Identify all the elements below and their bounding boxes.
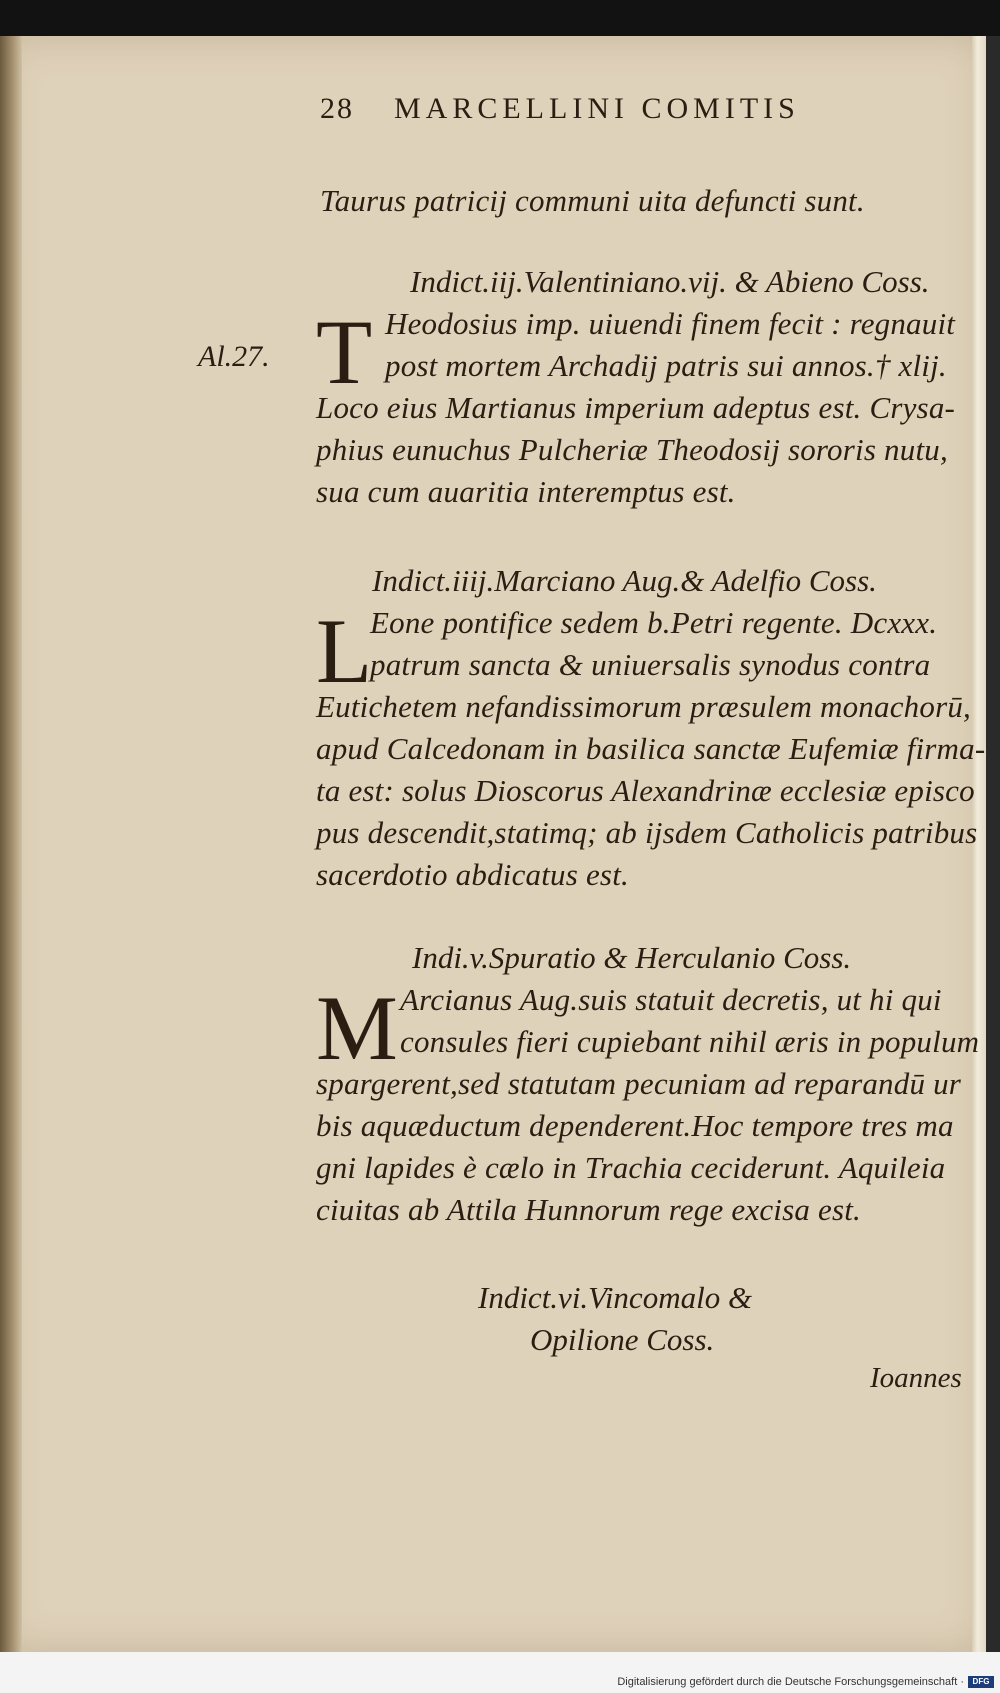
text-line: sua cum auaritia interemptus est.: [316, 474, 736, 509]
margin-note: Al.27.: [198, 340, 270, 373]
drop-cap: M: [316, 977, 398, 1079]
text-line: ciuitas ab Attila Hunnorum rege excisa est.: [316, 1192, 861, 1227]
text-line: ta est: solus Dioscorus Alexandrinæ ecclesiæ episco: [316, 773, 975, 808]
text-line: phius eunuchus Pulcheriæ Theodosij sororis nutu,: [316, 432, 948, 467]
section-heading: Indict.vi.Vincomalo &: [478, 1280, 753, 1315]
section-heading: Indi.v.Spuratio & Herculanio Coss.: [412, 940, 852, 975]
text-line: bis aquæductum dependerent.Hoc tempore tres ma: [316, 1108, 954, 1143]
text-line: post mortem Archadij patris sui annos.† xlij.: [385, 348, 947, 383]
text-line: spargerent,sed statutam pecuniam ad reparandū ur: [316, 1066, 962, 1101]
running-title: MARCELLINI COMITIS: [394, 92, 800, 125]
drop-cap: L: [316, 600, 373, 702]
text-line: gni lapides è cælo in Trachia ceciderunt. Aquileia: [316, 1150, 946, 1185]
book-spine: [0, 36, 22, 1652]
text-line: apud Calcedonam in basilica sanctæ Eufemiæ firma-: [316, 731, 986, 766]
right-border: [986, 36, 1000, 1652]
running-head: [320, 92, 800, 126]
text-line: Heodosius imp. uiuendi finem fecit : regnauit: [385, 306, 956, 341]
text-line: pus descendit,statimq; ab ijsdem Catholicis patribus: [316, 815, 978, 850]
text-line: Eutichetem nefandissimorum præsulem monachorū,: [316, 689, 971, 724]
digitization-credit: Digitalisierung gefördert durch die Deutsche Forschungsgemeinschaft ·: [617, 1676, 964, 1688]
text-line: consules fieri cupiebant nihil æris in populum: [400, 1024, 980, 1059]
text-line: patrum sancta & uniuersalis synodus contra: [370, 647, 931, 682]
catchword: Ioannes: [870, 1362, 962, 1394]
drop-cap: T: [316, 301, 373, 403]
section-heading: Indict.iiij.Marciano Aug.& Adelfio Coss.: [372, 563, 877, 598]
top-bar: [0, 0, 1000, 36]
section-heading: Opilione Coss.: [530, 1322, 715, 1357]
text-line: sacerdotio abdicatus est.: [316, 857, 629, 892]
text-line: Taurus patricij communi uita defuncti sunt.: [320, 183, 865, 218]
text-line: Arcianus Aug.suis statuit decretis, ut hi qui: [400, 982, 942, 1017]
page-number: 28: [320, 92, 354, 125]
footer: [0, 1652, 1000, 1693]
text-line: Loco eius Martianus imperium adeptus est. Crysa-: [316, 390, 956, 425]
section-heading: Indict.iij.Valentiniano.vij. & Abieno Coss.: [410, 264, 930, 299]
text-line: Eone pontifice sedem b.Petri regente. Dcxxx.: [370, 605, 938, 640]
dfg-logo: DFG: [968, 1676, 994, 1688]
